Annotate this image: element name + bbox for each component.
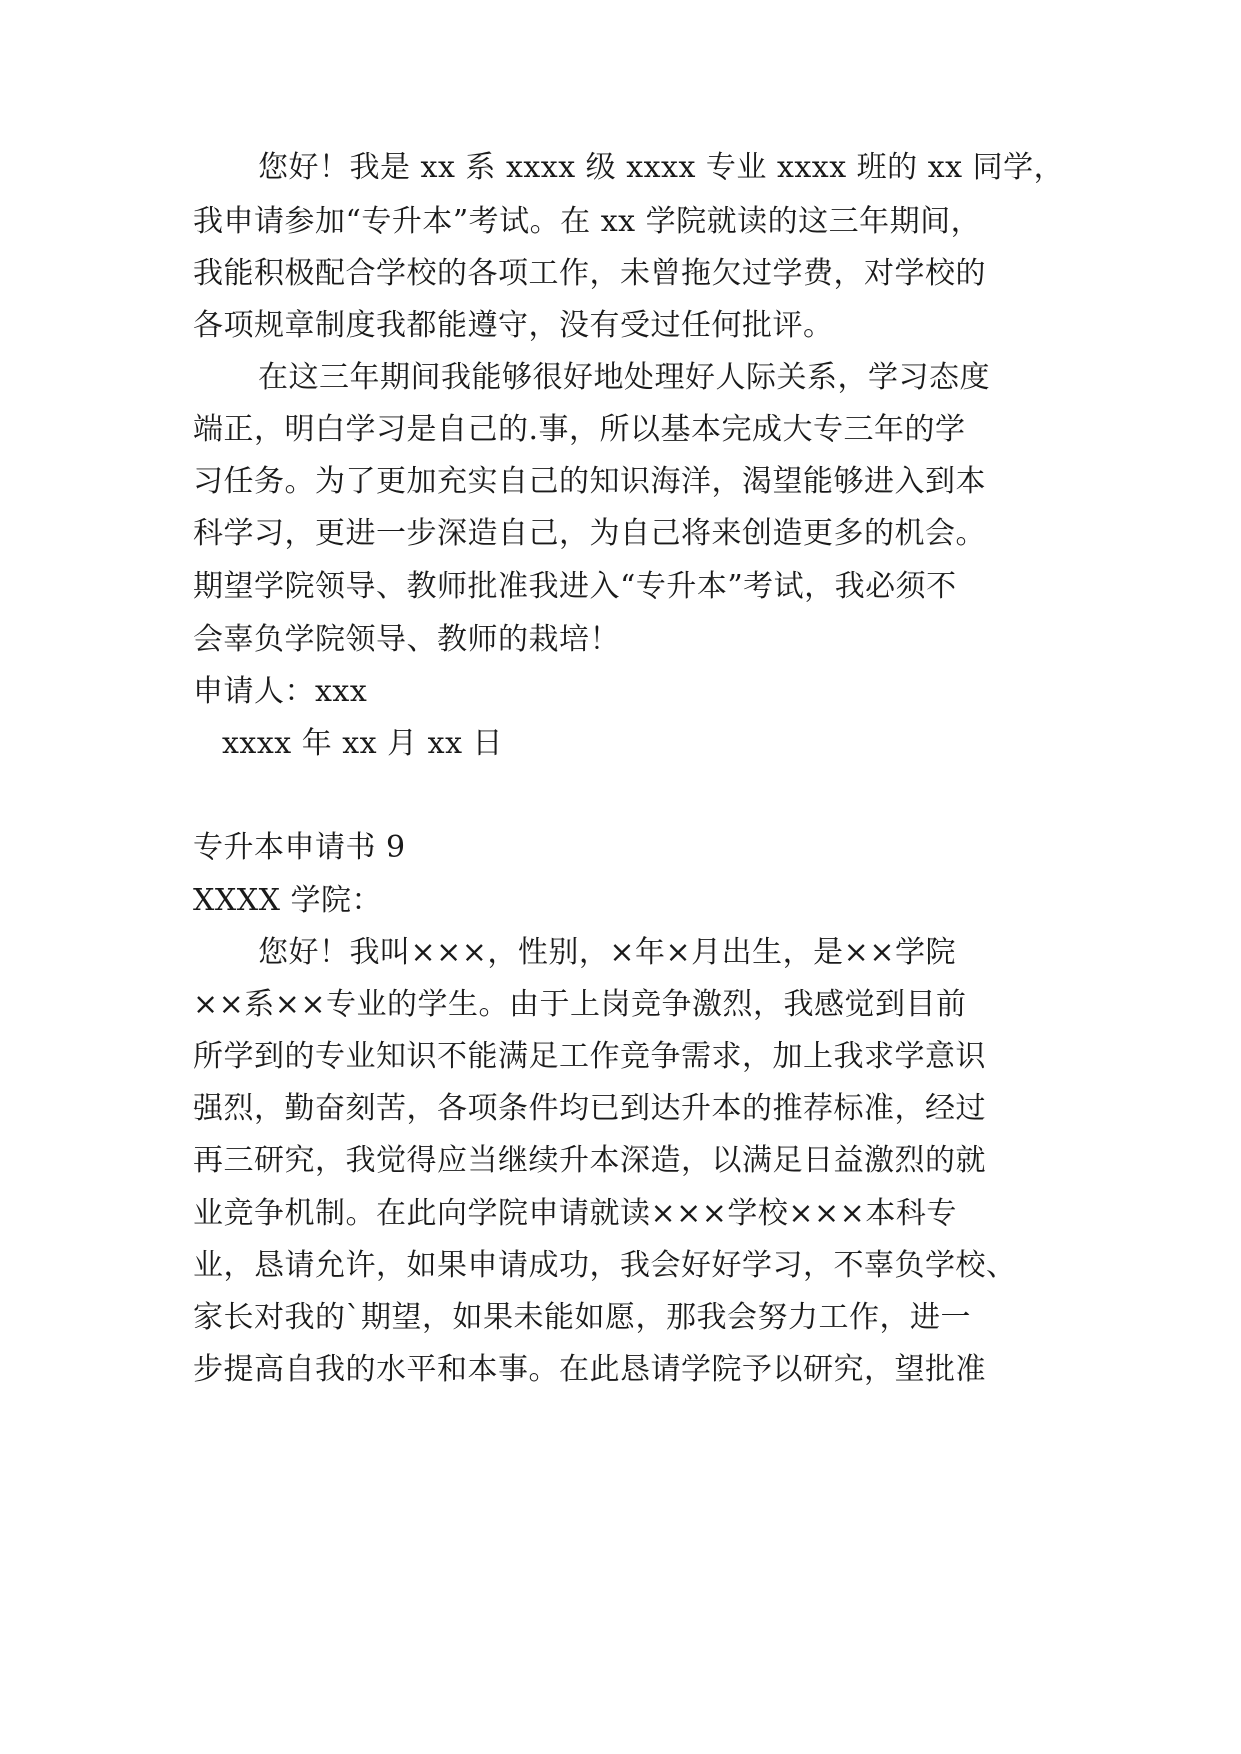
paragraph-line: 会辜负学院领导、教师的栽培！ xyxy=(193,622,620,657)
salutation: XXXX 学院： xyxy=(193,883,382,918)
paragraph-line: 端正，明白学习是自己的.事，所以基本完成大专三年的学 xyxy=(193,412,966,447)
paragraph-line: 业竞争机制。在此向学院申请就读×××学校×××本科专 xyxy=(193,1196,957,1231)
paragraph-line: 强烈，勤奋刻苦，各项条件均已到达升本的推荐标准，经过 xyxy=(193,1091,986,1126)
paragraph-line: 您好！我是 xx 系 xxxx 级 xxxx 专业 xxxx 班的 xx 同学， xyxy=(258,150,1065,185)
paragraph-line: 在这三年期间我能够很好地处理好人际关系，学习态度 xyxy=(258,360,990,395)
paragraph-line: 期望学院领导、教师批准我进入“专升本”考试，我必须不 xyxy=(193,569,957,604)
paragraph-line: 步提高自我的水平和本事。在此恳请学院予以研究，望批准 xyxy=(193,1352,986,1387)
paragraph-line: ××系××专业的学生。由于上岗竞争激烈，我感觉到目前 xyxy=(193,987,967,1022)
date-line: xxxx 年 xx 月 xx 日 xyxy=(222,726,504,761)
paragraph-line: 科学习，更进一步深造自己，为自己将来创造更多的机会。 xyxy=(193,516,986,551)
paragraph-line: 再三研究，我觉得应当继续升本深造，以满足日益激烈的就 xyxy=(193,1143,986,1178)
paragraph-line: 我能积极配合学校的各项工作，未曾拖欠过学费，对学校的 xyxy=(193,256,986,291)
paragraph-line: 习任务。为了更加充实自己的知识海洋，渴望能够进入到本 xyxy=(193,464,986,499)
paragraph-line: 业，恳请允许，如果申请成功，我会好好学习，不辜负学校、 xyxy=(193,1248,1017,1283)
paragraph-line: 家长对我的`期望，如果未能如愿，那我会努力工作，进一 xyxy=(193,1300,971,1335)
paragraph-line: 所学到的专业知识不能满足工作竞争需求，加上我求学意识 xyxy=(193,1039,986,1074)
section-title: 专升本申请书 9 xyxy=(193,830,406,865)
paragraph-line: 各项规章制度我都能遵守，没有受过任何批评。 xyxy=(193,308,834,343)
paragraph-line: 我申请参加“专升本”考试。在 xx 学院就读的这三年期间， xyxy=(193,204,982,239)
signature-line: 申请人：xxx xyxy=(193,674,368,709)
paragraph-line: 您好！我叫×××，性别，×年×月出生，是××学院 xyxy=(258,935,956,970)
